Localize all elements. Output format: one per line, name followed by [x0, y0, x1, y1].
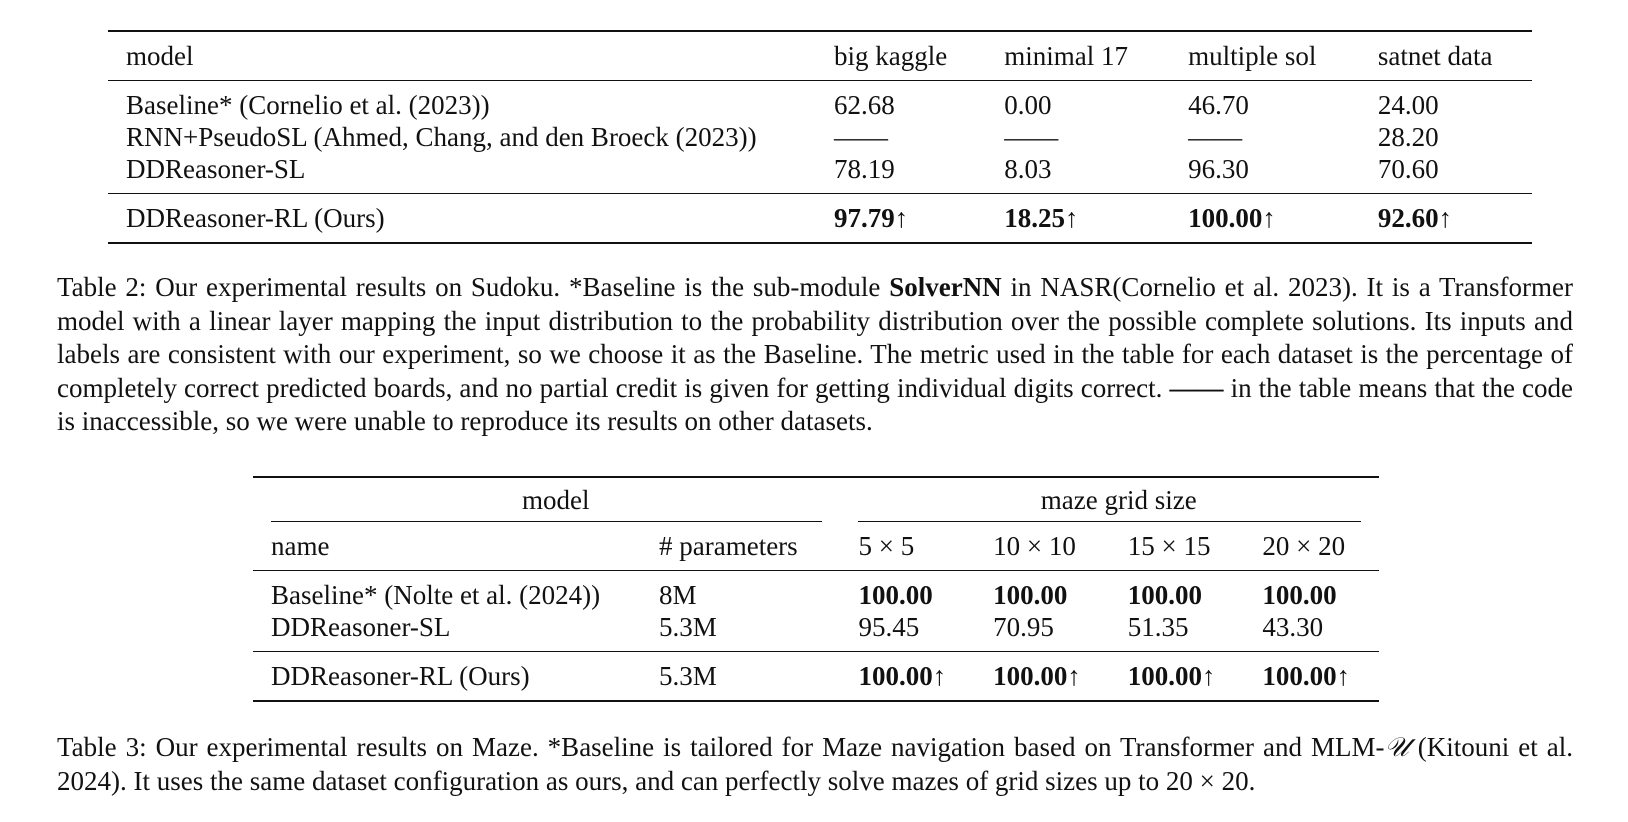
- table2-header-model: model: [126, 41, 194, 71]
- table2-cell: 8.03: [1004, 154, 1052, 184]
- caption2-text-1: Table 2: Our experimental results on Sudoku. *Baseline is the sub-module: [57, 272, 890, 302]
- table3-cell-bold: [1244, 571, 1379, 612]
- table2-cell: ——: [1004, 122, 1059, 152]
- table3-cell-bold: [1244, 652, 1379, 702]
- bold-value: 100.00↑: [1262, 661, 1351, 691]
- caption2-text-2: in NASR(Cornelio et al. 2023). It is a Transformer model with a linear layer mapping the input distribution to the probability distribution over the possible complete solutions. Its inputs and labels are consistent with our experiment, so we choose it as the Baseline. The metric used in the table for each dataset is the percentage of completely correct predicted boards, and no partial credit is given for getting individual digits correct.: [57, 272, 1573, 403]
- table2-ours-row: [108, 194, 1532, 244]
- table3-cell: Baseline* (Nolte et al. (2024)): [271, 580, 601, 610]
- table3-header-row: [253, 522, 1379, 571]
- table-row: [108, 153, 1532, 194]
- table3-group-header-row: [253, 477, 1379, 522]
- table2-cell: Baseline* (Cornelio et al. (2023)): [126, 90, 490, 120]
- table2-cell: 24.00: [1377, 90, 1439, 120]
- table3-cell: 95.45: [858, 612, 920, 642]
- bold-value: 100.00: [1127, 580, 1202, 610]
- table2-header-row: [108, 31, 1532, 81]
- table2-cell: ——: [1188, 122, 1243, 152]
- table3-cell-bold: [975, 571, 1110, 612]
- table3-cell-bold: [1110, 571, 1245, 612]
- table2-cell: 62.68: [834, 90, 895, 120]
- maze-results-table: [253, 476, 1379, 702]
- table2-cell-bold: [1170, 194, 1360, 244]
- table3-cell: 70.95: [993, 612, 1054, 642]
- table2-cell: RNN+PseudoSL (Ahmed, Chang, and den Broeck (2023)): [126, 122, 757, 152]
- bold-value: 97.79↑: [834, 203, 909, 233]
- caption2-bold-term: SolverNN: [889, 272, 1002, 302]
- table2-header-satnet-data: satnet data: [1377, 41, 1493, 71]
- table2-cell: 46.70: [1188, 90, 1249, 120]
- table2-header-minimal-17: minimal 17: [1004, 41, 1128, 71]
- table2-cell: ——: [834, 122, 888, 152]
- table3-cell: DDReasoner-RL (Ours): [271, 661, 530, 691]
- table-row: [253, 571, 1379, 612]
- caption3-text-2: (Kitouni et al. 2024). It uses the same dataset configuration as ours, and can perfectly solve mazes of grid sizes up to 20 × 20.: [57, 732, 1574, 796]
- table-row: [253, 611, 1379, 652]
- table2-header-multiple-sol: multiple sol: [1188, 41, 1317, 71]
- table3-header-15x15: 15 × 15: [1127, 531, 1211, 561]
- table2-cell: 0.00: [1004, 90, 1052, 120]
- table3-group-maze: maze grid size: [840, 477, 1379, 522]
- caption3-script-u: 𝒰: [1384, 732, 1409, 762]
- table2-header-big-kaggle: big kaggle: [834, 41, 948, 71]
- table2-cell: 70.60: [1377, 154, 1439, 184]
- table-row: [108, 81, 1532, 122]
- table2-cell: 28.20: [1377, 122, 1439, 152]
- bold-value: 100.00: [993, 580, 1068, 610]
- table3-cell: 5.3M: [659, 661, 717, 691]
- table3-header-20x20: 20 × 20: [1262, 531, 1346, 561]
- table2-cell: DDReasoner-RL (Ours): [126, 203, 385, 233]
- table3-cell: DDReasoner-SL: [271, 612, 451, 642]
- table-row: [108, 121, 1532, 153]
- table3-cell-bold: [840, 652, 975, 702]
- table3-header-5x5: 5 × 5: [858, 531, 915, 561]
- table2-cell: 96.30: [1188, 154, 1249, 184]
- table3-cell-bold: [975, 652, 1110, 702]
- table2-cell-bold: [986, 194, 1170, 244]
- table3-group-model: model: [253, 477, 840, 522]
- caption3-text-1: Table 3: Our experimental results on Maze. *Baseline is tailored for Maze navigation based on Transformer and MLM-: [57, 732, 1385, 762]
- table3-ours-row: [253, 652, 1379, 702]
- table3-cell: 51.35: [1127, 612, 1189, 642]
- bold-value: 100.00: [1262, 580, 1337, 610]
- bold-value: 100.00: [858, 580, 933, 610]
- table2-caption: [57, 271, 1573, 439]
- bold-value: 92.60↑: [1377, 203, 1453, 233]
- table2-cell-bold: [816, 194, 986, 244]
- bold-value: 100.00↑: [1188, 203, 1276, 233]
- table3-cell: 8M: [659, 580, 697, 610]
- table3-header-name: name: [271, 531, 330, 561]
- table2-cell: DDReasoner-SL: [126, 154, 306, 184]
- table3-header-10x10: 10 × 10: [993, 531, 1076, 561]
- table3-header-params: # parameters: [659, 531, 798, 561]
- table3-cell-bold: [1110, 652, 1245, 702]
- table3-cell: 5.3M: [659, 612, 717, 642]
- bold-value: 100.00↑: [858, 661, 947, 691]
- bold-value: 100.00↑: [993, 661, 1081, 691]
- bold-value: 100.00↑: [1127, 661, 1216, 691]
- table3-cell-bold: [840, 571, 975, 612]
- table3-cell: 43.30: [1262, 612, 1324, 642]
- caption2-dash: ——: [1169, 372, 1224, 403]
- sudoku-results-table: [108, 30, 1532, 244]
- table2-cell: 78.19: [834, 154, 895, 184]
- caption2-text-3: in the table means that the code is inaccessible, so we were unable to reproduce its results on other datasets.: [57, 372, 1574, 436]
- bold-value: 18.25↑: [1004, 203, 1079, 233]
- table2-cell-bold: [1360, 194, 1532, 244]
- table3-caption: [57, 731, 1573, 798]
